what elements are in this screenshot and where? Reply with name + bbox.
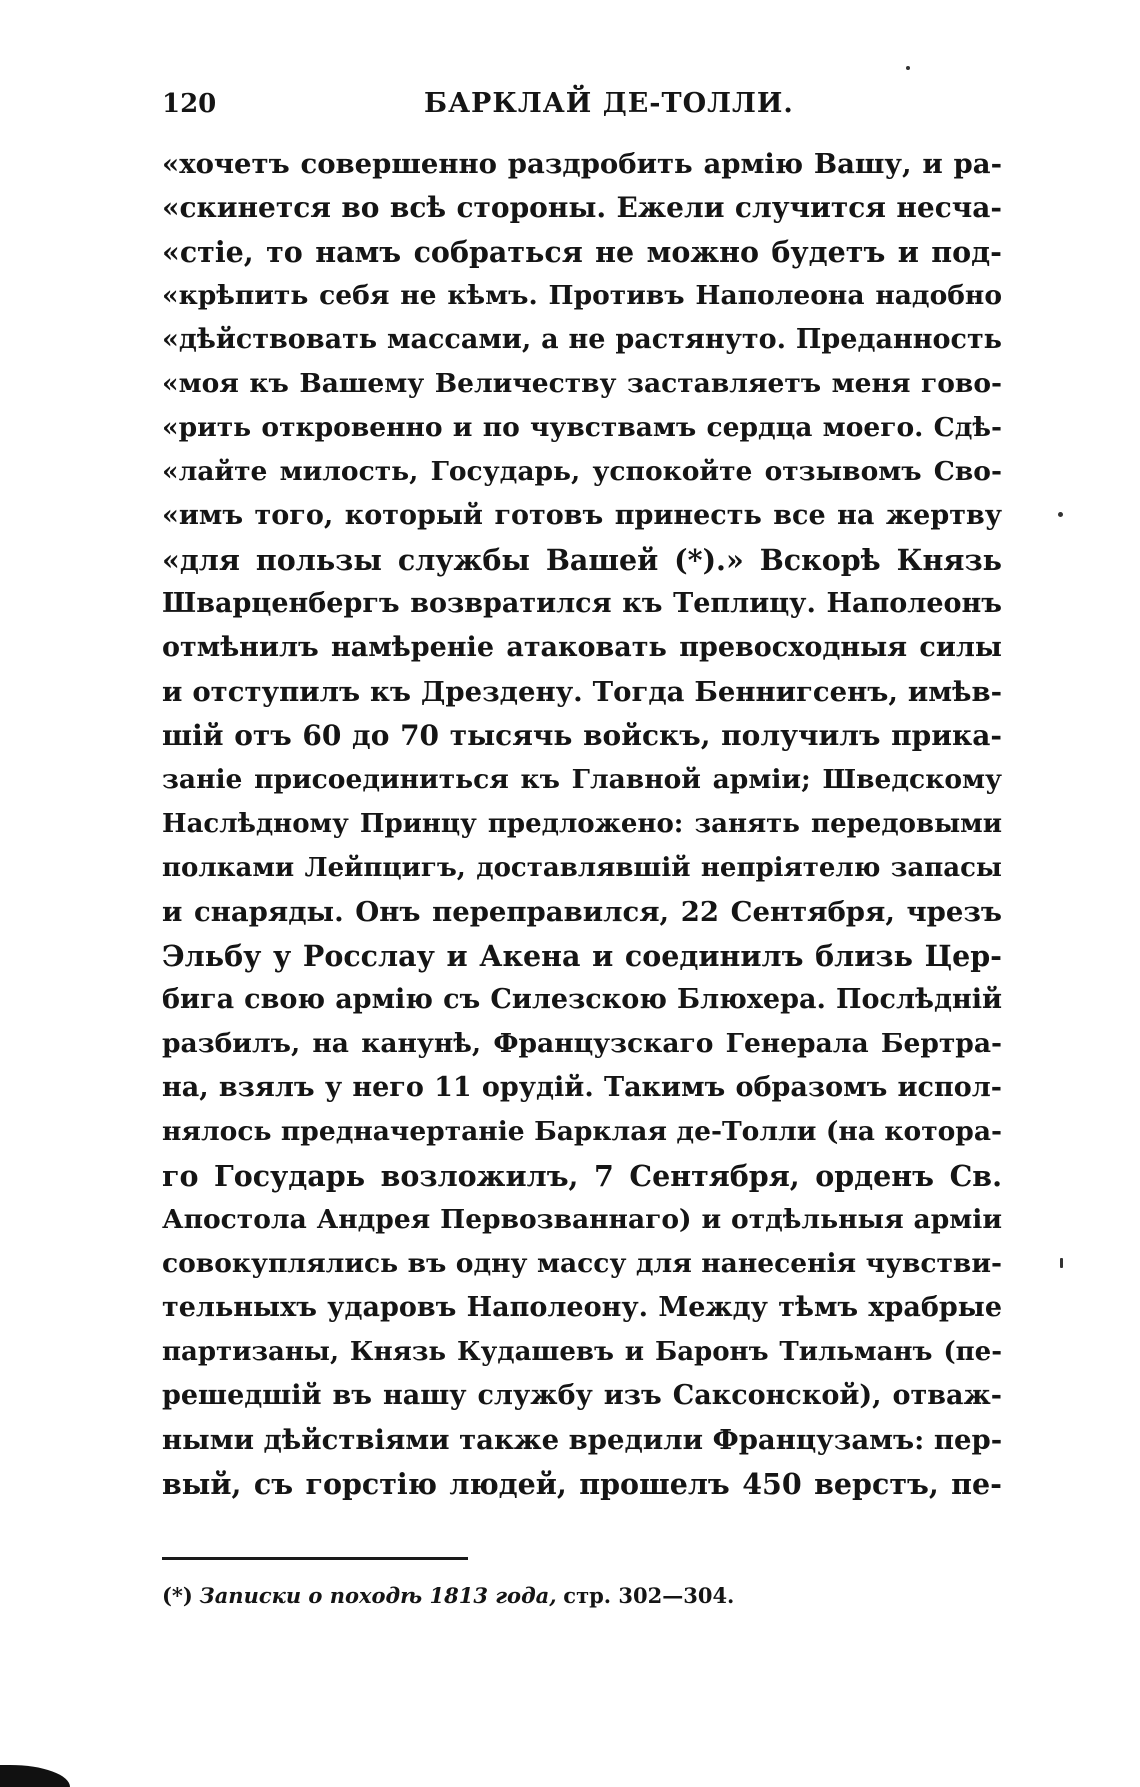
text-line: решедшій въ нашу службу изъ Саксонской), отваж- — [162, 1380, 1002, 1411]
footnote-pages: стр. 302—304. — [563, 1583, 735, 1608]
text-line: ными дѣйствіями также вредили Французамъ: пер- — [162, 1424, 1003, 1456]
text-line: «дѣйствовать массами, а не растянуто. Преданность — [162, 324, 1002, 355]
text-line: на, взялъ у него 11 орудій. Такимъ образомъ испол- — [162, 1072, 1002, 1103]
text-line: «моя къ Вашему Величеству заставляетъ меня гово- — [162, 368, 1002, 399]
page-header — [162, 84, 1002, 124]
text-line: «имъ того, который готовъ принесть все на жертву — [162, 500, 1002, 531]
text-line: отмѣнилъ намѣреніе атаковать превосходныя силы — [162, 632, 1002, 663]
text-line: «хочетъ совершенно раздробить армію Вашу, и ра- — [162, 148, 1002, 180]
text-line: разбилъ, на канунѣ, Французскаго Генерала Бертра- — [162, 1028, 1002, 1059]
text-line: вый, съ горстію людей, прошелъ 450 верстъ, пе- — [162, 1467, 1002, 1501]
running-title: БАРКЛАЙ ДЕ-ТОЛЛИ. — [424, 88, 794, 119]
text-line: заніе присоединиться къ Главной арміи; Шведскому — [162, 764, 1002, 795]
text-line: «стіе, то намъ собраться не можно будетъ и под- — [162, 235, 1002, 269]
text-line: го Государь возложилъ, 7 Сентября, орденъ Св. — [162, 1159, 1002, 1193]
text-line: «крѣпить себя не кѣмъ. Противъ Наполеона надобно — [162, 280, 1002, 311]
text-line: совокуплялись въ одну массу для нанесенія чувстви- — [162, 1248, 1002, 1279]
scan-smudge — [0, 1765, 70, 1787]
text-line: «скинется во всѣ стороны. Ежели случится несча- — [162, 191, 1002, 224]
ink-speck — [1058, 512, 1063, 517]
footnote — [162, 1578, 734, 1614]
text-line: «для пользы службы Вашей (*).» Вскорѣ Князь — [162, 543, 1002, 577]
text-line: партизаны, Князь Кудашевъ и Баронъ Тильманъ (пе- — [162, 1337, 1002, 1367]
ink-speck — [906, 66, 910, 70]
text-line: шій отъ 60 до 70 тысячь войскъ, получилъ прика- — [162, 719, 1002, 752]
text-line: Шварценбергъ возвратился къ Теплицу. Наполеонъ — [162, 588, 1002, 619]
ink-speck — [1060, 1258, 1063, 1268]
text-line: и снаряды. Онъ переправился, 22 Сентября, чрезъ — [162, 896, 1002, 928]
text-line: Апостола Андрея Первозваннаго) и отдѣльныя арміи — [162, 1204, 1002, 1235]
text-line: Наслѣдному Принцу предложено: занять передовыми — [162, 809, 1002, 839]
text-line: бига свою армію съ Силезскою Блюхера. Послѣдній — [162, 984, 1002, 1015]
text-line: полками Лейпцигъ, доставлявшій непріятелю запасы — [162, 853, 1002, 883]
footnote-divider — [162, 1557, 468, 1560]
text-line: Эльбу у Росслау и Акена и соединилъ близь Цер- — [162, 939, 1002, 973]
page-number: 120 — [162, 89, 217, 119]
text-line: «лайте милость, Государь, успокойте отзывомъ Сво- — [162, 456, 1002, 487]
text-line: нялось предначертаніе Барклая де-Толли (на котора- — [162, 1116, 1002, 1147]
body-text — [162, 142, 1002, 1506]
footnote-source-title: Записки о походѣ 1813 года, — [199, 1583, 557, 1608]
footnote-marker: (*) — [162, 1583, 193, 1608]
text-line: тельныхъ ударовъ Наполеону. Между тѣмъ храбрые — [162, 1292, 1002, 1323]
text-line: и отступилъ къ Дрездену. Тогда Беннигсенъ, имѣв- — [162, 676, 1002, 708]
text-line: «рить откровенно и по чувствамъ сердца моего. Сдѣ- — [162, 412, 1002, 443]
